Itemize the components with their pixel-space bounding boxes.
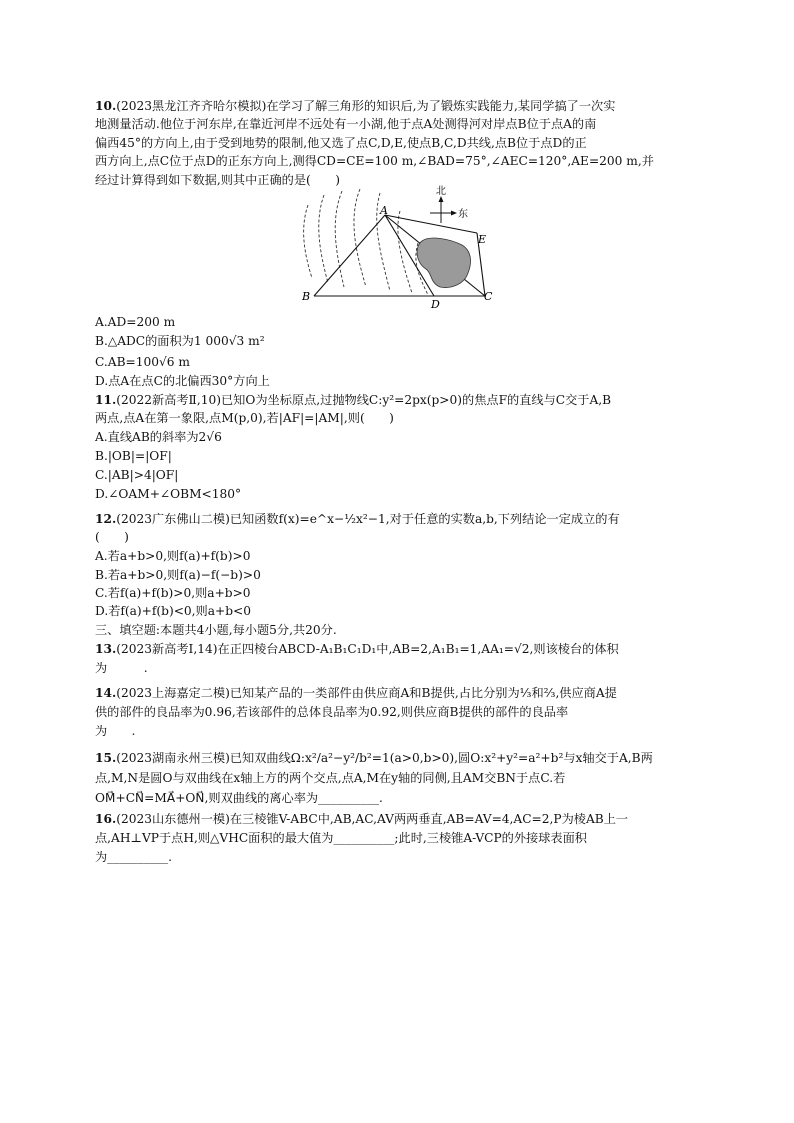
segment-AB (314, 215, 385, 296)
q10-line-2: 地测量活动.他位于河东岸,在靠近河岸不远处有一小湖,他于点A处测得河对岸点B位于点A的南 (95, 117, 597, 131)
q10-number: 10. (95, 99, 117, 113)
terrain-curve (335, 191, 344, 287)
q11-line-2: 两点,点A在第一象限,点M(p,0),若|AF|=|AM|,则( ) (95, 411, 394, 425)
label-E: E (478, 233, 487, 246)
q11-option-c: C.|AB|>4|OF| (95, 468, 179, 482)
q10-line-5: 经过计算得到如下数据,则其中正确的是( ) (95, 173, 340, 187)
terrain-curve (398, 211, 412, 293)
q11-line-1: 11.(2022新高考Ⅱ,10)已知O为坐标原点,过抛物线C:y²=2px(p>0)的焦点F的直线与C交于A,B (95, 393, 612, 407)
q12-option-b: B.若a+b>0,则f(a)−f(−b)>0 (95, 568, 261, 582)
q10-option-c: C.AB=100√6 m (95, 355, 190, 369)
q10-line-4: 西方向上,点C位于点D的正东方向上,测得CD=CE=100 m,∠BAD=75°,∠AEC=120°,AE=200 m,并 (95, 154, 654, 168)
label-north: 北 (436, 186, 446, 197)
q11-option-b: B.|OB|=|OF| (95, 449, 172, 463)
q10-line-1: 10.(2023黑龙江齐齐哈尔模拟)在学习了解三角形的知识后,为了锻炼实践能力,某同学搞了一次实 (95, 99, 616, 113)
q14-number: 14. (95, 686, 117, 700)
terrain-curve (304, 205, 312, 278)
q13-line-2: 为 . (95, 661, 148, 675)
label-A: A (380, 204, 388, 217)
terrain-curve (319, 195, 328, 283)
q16-line-1: 16.(2023山东德州一模)在三棱锥V-ABC中,AB,AC,AV两两垂直,AB=AV=4,AC=2,P为棱AB上一 (95, 812, 629, 826)
q12-option-c: C.若f(a)+f(b)>0,则a+b>0 (95, 586, 251, 600)
q10-option-b: B.△ADC的面积为1 000√3 m² (95, 334, 265, 348)
q12-number: 12. (95, 512, 117, 526)
q16-line-2: 点,AH⊥VP于点H,则△VHC面积的最大值为__________;此时,三棱锥A-VCP的外接球表面积 (95, 831, 587, 845)
section-three-heading: 三、填空题:本题共4小题,每小题5分,共20分. (95, 623, 337, 637)
lake-shape (417, 238, 470, 287)
q14-line-1: 14.(2023上海嘉定二模)已知某产品的一类部件由供应商A和B提供,占比分别为⅓和⅔,供应商A提 (95, 686, 617, 700)
q10-option-d: D.点A在点C的北偏西30°方向上 (95, 374, 270, 388)
label-B: B (302, 290, 311, 303)
q15-line-2: 点,M,N是圆O与双曲线在x轴上方的两个交点,点A,M在y轴的同侧,且AM交BN于点C.若 (95, 771, 566, 785)
label-C: C (484, 290, 493, 303)
q10-option-a: A.AD=200 m (95, 315, 176, 329)
q10-line-3: 偏西45°的方向上,由于受到地势的限制,他又选了点C,D,E,使点B,C,D共线,点B位于点D的正 (95, 136, 587, 150)
q12-option-d: D.若f(a)+f(b)<0,则a+b<0 (95, 604, 251, 618)
q11-option-d: D.∠OAM+∠OBM<180° (95, 487, 242, 501)
q10-figure (290, 183, 510, 311)
label-east: 东 (458, 209, 468, 220)
q14-line-3: 为 . (95, 724, 136, 738)
q11-option-a: A.直线AB的斜率为2√6 (95, 430, 222, 444)
q15-line-3: OM⃗+CN⃗=MA⃗+ON⃗,则双曲线的离心率为__________. (95, 791, 383, 805)
q12-line-1: 12.(2023广东佛山二模)已知函数f(x)=e^x−½x²−1,对于任意的实数a,b,下列结论一定成立的有 (95, 512, 620, 526)
label-D: D (431, 298, 440, 311)
q16-number: 16. (95, 812, 117, 826)
q12-line-2: ( ) (95, 530, 129, 544)
q12-option-a: A.若a+b>0,则f(a)+f(b)>0 (95, 549, 251, 563)
q11-number: 11. (95, 393, 117, 407)
q13-number: 13. (95, 642, 117, 656)
q16-line-3: 为__________. (95, 850, 172, 864)
q13-line-1: 13.(2023新高考Ⅰ,14)在正四棱台ABCD-A₁B₁C₁D₁中,AB=2,A₁B₁=1,AA₁=√2,则该棱台的体积 (95, 642, 619, 656)
q15-number: 15. (95, 751, 117, 765)
q14-line-2: 供的部件的良品率为0.96,若该部件的总体良品率为0.92,则供应商B提供的部件的良品率 (95, 705, 569, 719)
east-arrowhead (451, 211, 457, 216)
q15-line-1: 15.(2023湖南永州三模)已知双曲线Ω:x²/a²−y²/b²=1(a>0,b>0),圆O:x²+y²=a²+b²与x轴交于A,B两 (95, 751, 653, 765)
